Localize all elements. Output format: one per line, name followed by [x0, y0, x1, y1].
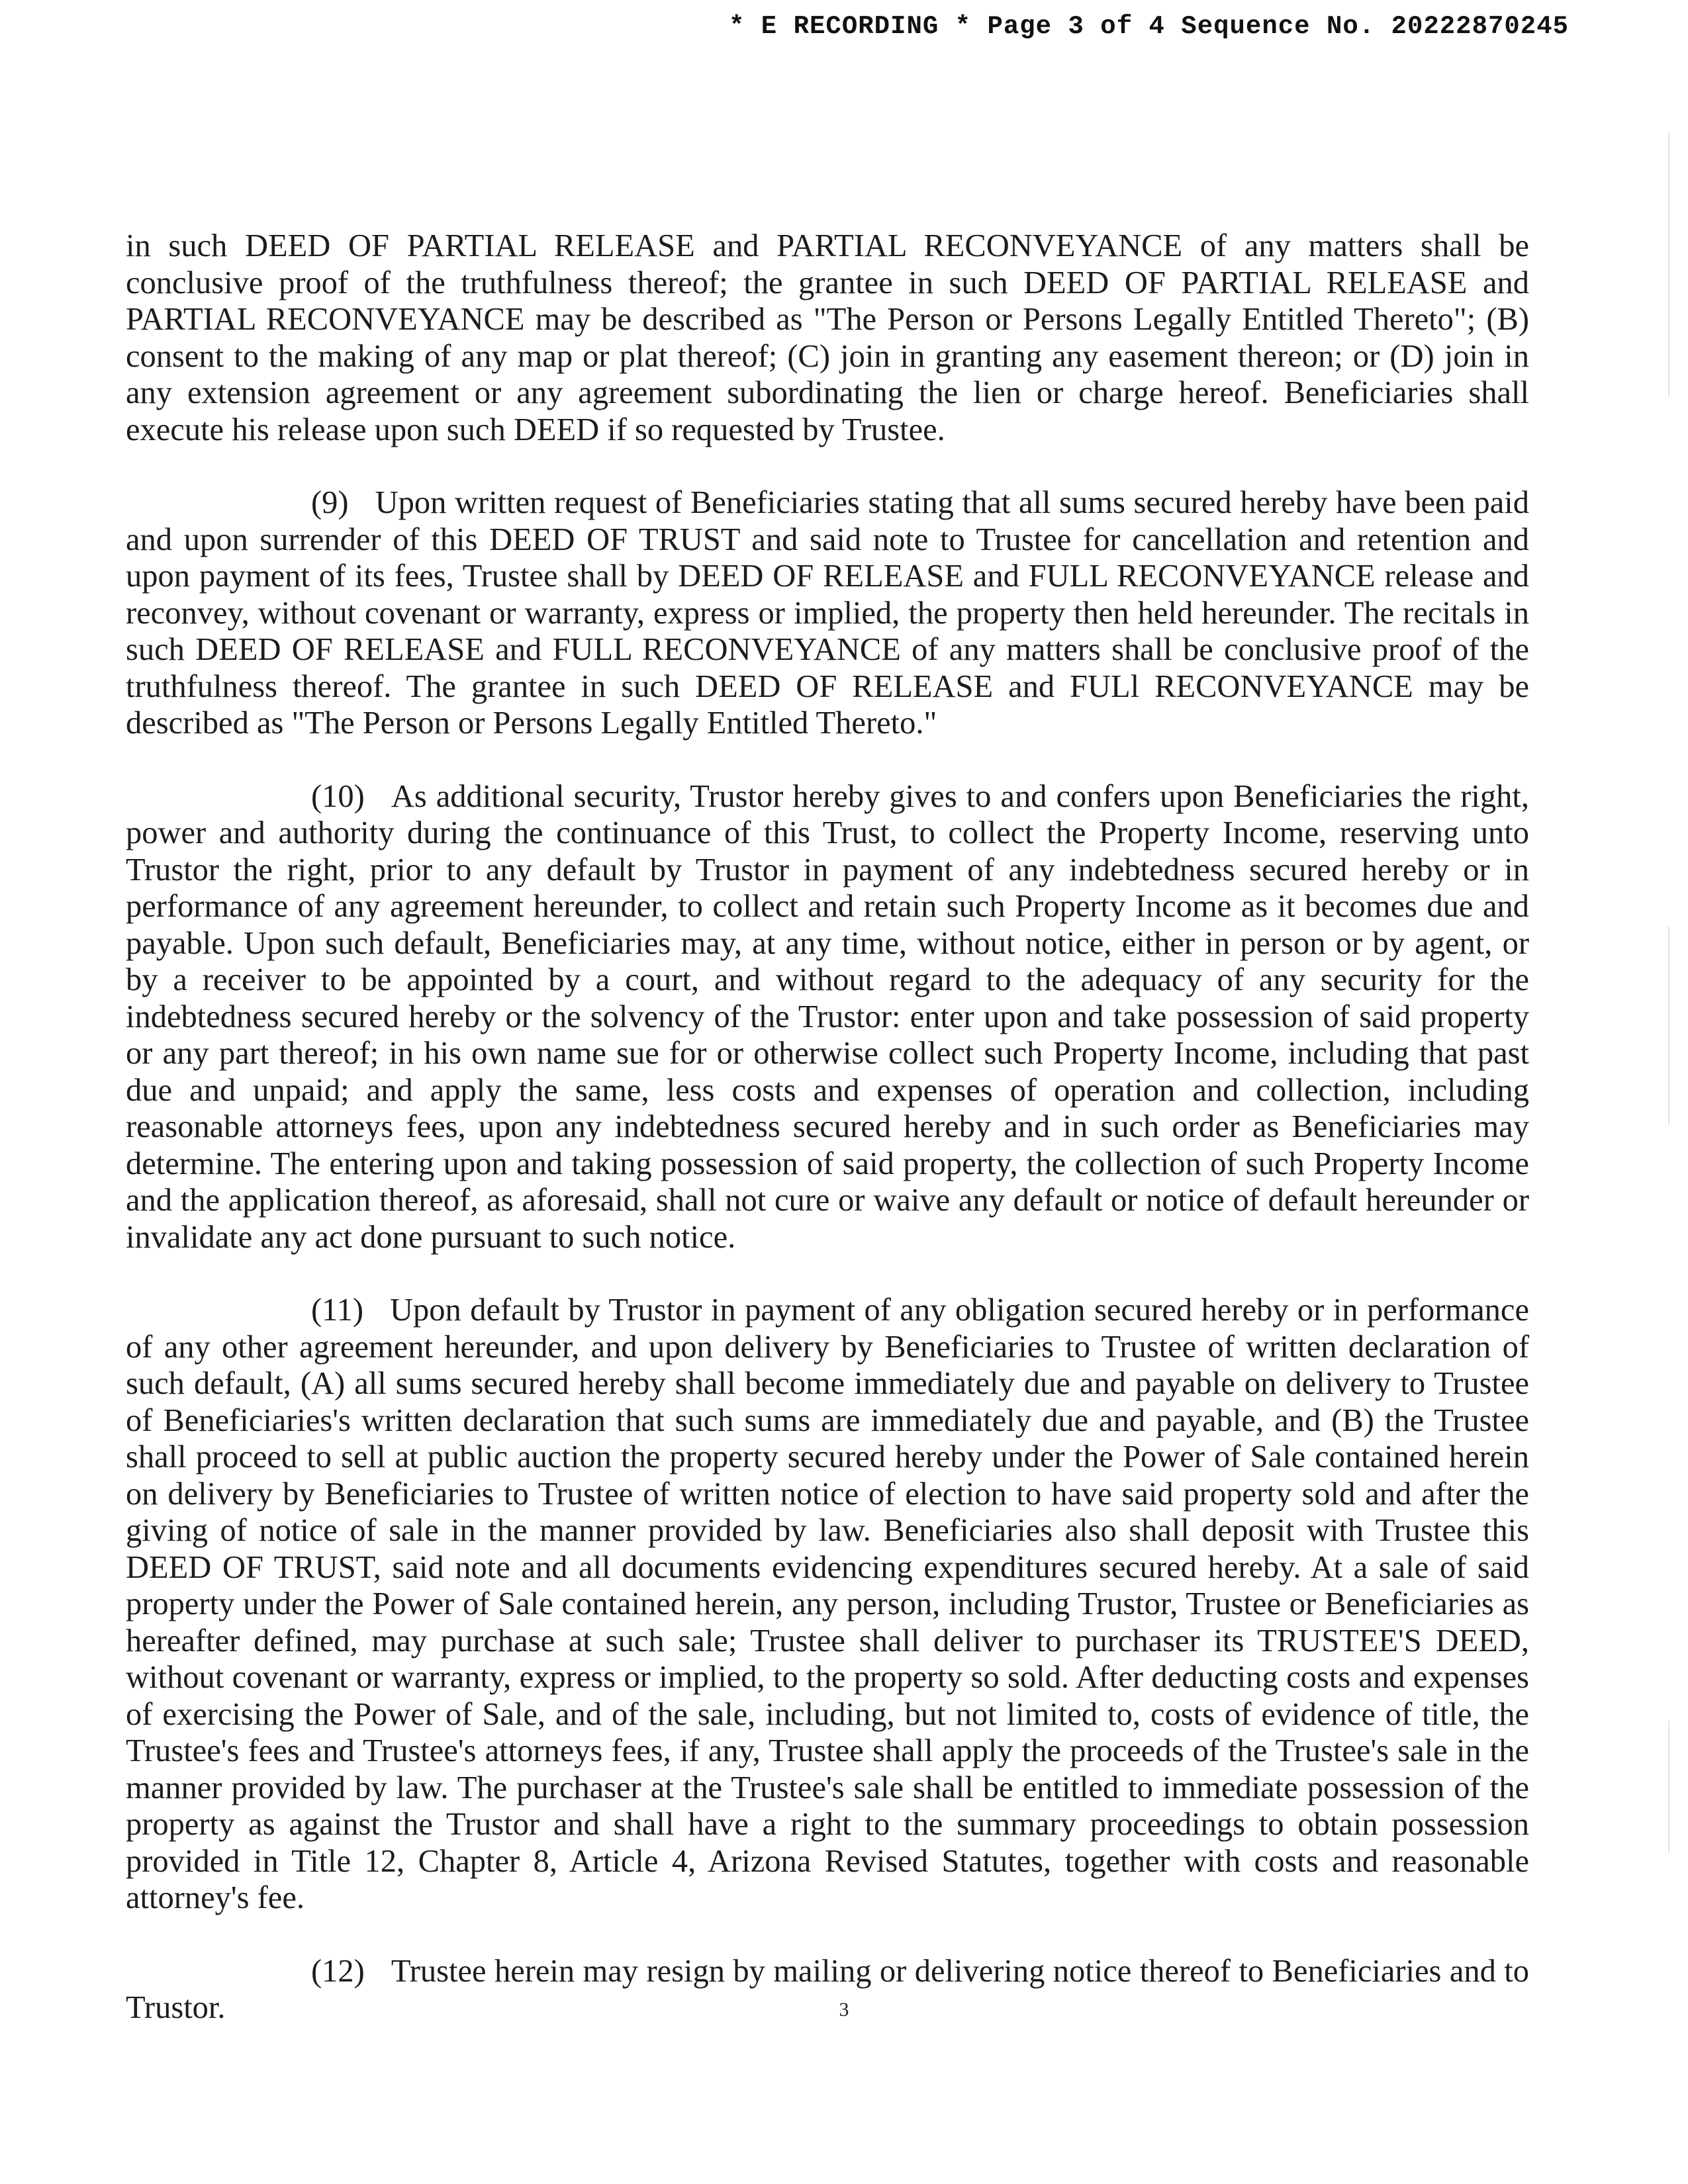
paragraph-9 — [126, 484, 1529, 742]
document-body — [126, 228, 1529, 2063]
page-number: 3 — [839, 1999, 849, 2021]
paragraph-number: (9) — [311, 485, 349, 520]
paragraph-text: Trustee herein may resign by mailing or delivering notice thereof to Beneficiaries and to Trustor. — [126, 1953, 1529, 2025]
paragraph-number: (12) — [311, 1953, 365, 1989]
paragraph-number: (10) — [311, 778, 365, 814]
paragraph-continuation — [126, 228, 1529, 448]
recording-header: * E RECORDING * Page 3 of 4 Sequence No. 20222870245 — [729, 12, 1569, 41]
paragraph-number: (11) — [311, 1293, 364, 1328]
scan-edge-mark — [1668, 132, 1669, 397]
paragraph-10 — [126, 778, 1529, 1256]
paragraph-text: Upon written request of Beneficiaries stating that all sums secured hereby have been paid and upon surrender of this DEED OF TRUST and said note to Trustee for cancellation and retention and upon payment of its fees, Trustee shall by DEED OF RELEASE and FULL RECONVEYANCE release and reconvey, without covenant or warranty, express or implied, the property then held hereunder. The recitals in such DEED OF RELEASE and FULL RECONVEYANCE of any matters shall be conclusive proof of the truthfulness thereof. The grantee in such DEED OF RELEASE and FULl RECONVEYANCE may be described as "The Person or Persons Legally Entitled Thereto." — [126, 485, 1529, 741]
paragraph-text: in such DEED OF PARTIAL RELEASE and PARTIAL RECONVEYANCE of any matters shall be conclusive proof of the truthfulness thereof; the grantee in such DEED OF PARTIAL RELEASE and PARTIAL RECONVEYANCE may be described as "The Person or Persons Legally Entitled Thereto"; (B) consent to the making of any map or plat thereof; (C) join in granting any easement thereon; or (D) join in any extension agreement or any agreement subordinating the lien or charge hereof. Beneficiaries shall execute his release upon such DEED if so requested by Trustee. — [126, 228, 1529, 447]
scan-edge-mark — [1668, 1721, 1669, 1853]
scan-edge-mark — [1668, 927, 1669, 1125]
paragraph-11 — [126, 1292, 1529, 1917]
paragraph-text: As additional security, Trustor hereby gives to and confers upon Beneficiaries the right, power and authority during the continuance of this Trust, to collect the Property Income, reserving unto Trustor the right, prior to any default by Trustor in payment of any indebtedness secured hereby or in performance of any agreement hereunder, to collect and retain such Property Income as it becomes due and payable. Upon such default, Beneficiaries may, at any time, without notice, either in person or by agent, or by a receiver to be appointed by a court, and without regard to the adequacy of any security for the indebtedness secured hereby or the solvency of the Trustor: enter upon and take possession of said property or any part thereof; in his own name sue for or otherwise collect such Property Income, including that past due and unpaid; and apply the same, less costs and expenses of operation and collection, including reasonable attorneys fees, upon any indebtedness secured hereby and in such order as Beneficiaries may determine. The entering upon and taking possession of said property, the collection of such Property Income and the application thereof, as aforesaid, shall not cure or waive any default or notice of default hereunder or invalidate any act done pursuant to such notice. — [126, 778, 1529, 1255]
paragraph-text: Upon default by Trustor in payment of any obligation secured hereby or in performance of any other agreement hereunder, and upon delivery by Beneficiaries to Trustee of written declaration of such default, (A) all sums secured hereby shall become immediately due and payable on delivery to Trustee of Beneficiaries's written declaration that such sums are immediately due and payable, and (B) the Trustee shall proceed to sell at public auction the property secured hereby under the Power of Sale contained herein on delivery by Beneficiaries to Trustee of written notice of election to have said property sold and after the giving of notice of sale in the manner provided by law. Beneficiaries also shall deposit with Trustee this DEED OF TRUST, said note and all documents evidencing expenditures secured hereby. At a sale of said property under the Power of Sale contained herein, any person, including Trustor, Trustee or Beneficiaries as hereafter defined, may purchase at such sale; Trustee shall deliver to purchaser its TRUSTEE'S DEED, without covenant or warranty, express or implied, to the property so sold. After deducting costs and expenses of exercising the Power of Sale, and of the sale, including, but not limited to, costs of evidence of title, the Trustee's fees and Trustee's attorneys fees, if any, Trustee shall apply the proceeds of the Trustee's sale in the manner provided by law. The purchaser at the Trustee's sale shall be entitled to immediate possession of the property as against the Trustor and shall have a right to the summary proceedings to obtain possession provided in Title 12, Chapter 8, Article 4, Arizona Revised Statutes, together with costs and reasonable attorney's fee. — [126, 1293, 1529, 1915]
